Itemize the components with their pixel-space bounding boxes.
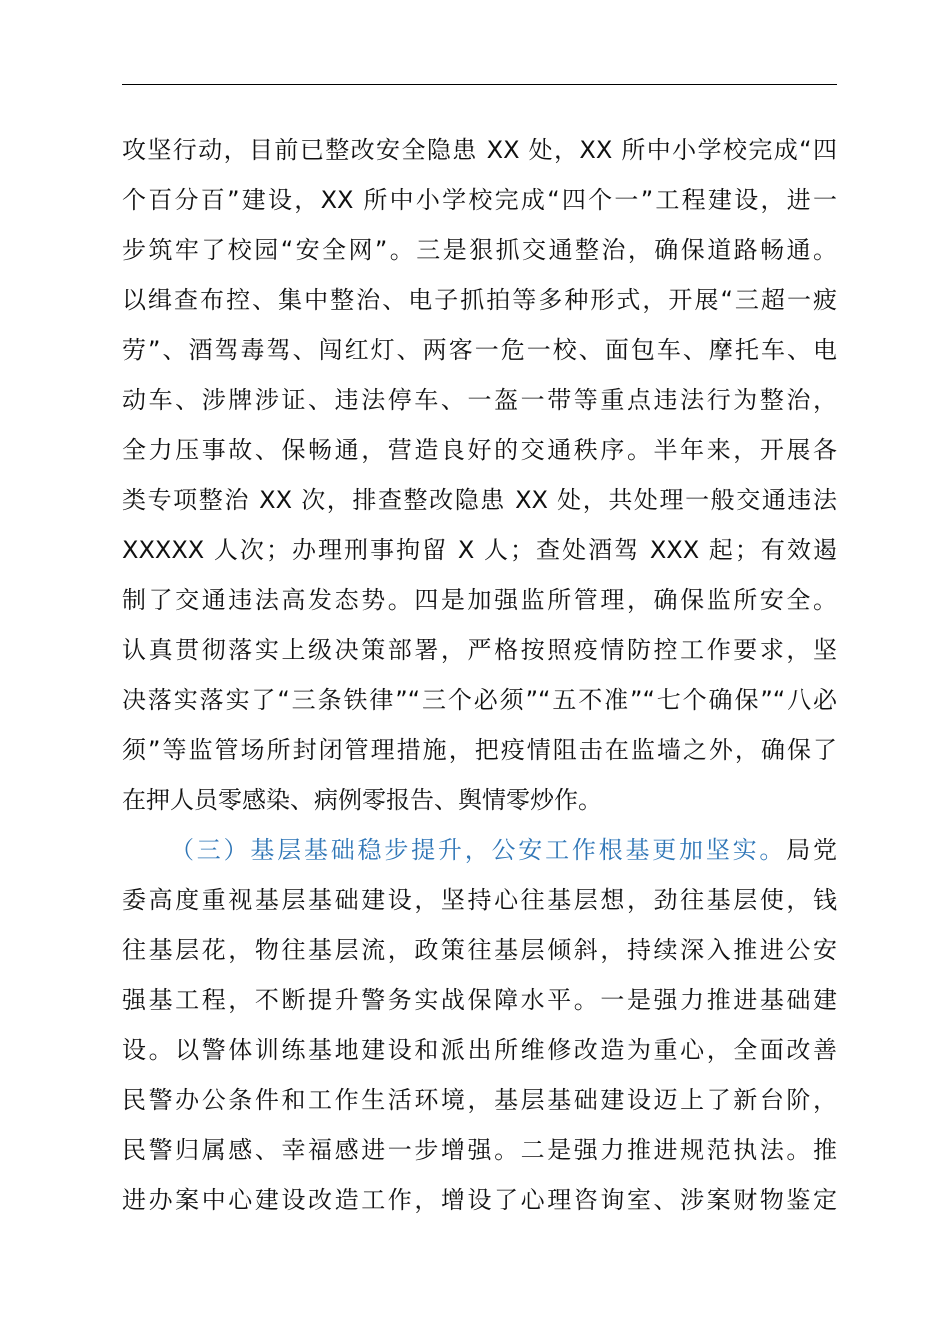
paragraph-1 <box>122 125 837 825</box>
text-line: 在押人员零感染、病例零报告、舆情零炒作。 <box>122 786 602 814</box>
text-line: 认真贯彻落实上级决策部署，严格按照疫情防控工作要求，坚 <box>122 636 837 664</box>
document-body <box>122 125 837 1225</box>
text-line: 类专项整治 XX 次，排查整改隐患 XX 处，共处理一般交通违法 <box>122 486 837 514</box>
text-line: 民警办公条件和工作生活环境，基层基础建设迈上了新台阶， <box>122 1086 837 1114</box>
text-line: 动车、涉牌涉证、违法停车、一盔一带等重点违法行为整治， <box>122 386 837 414</box>
text-line: 往基层花，物往基层流，政策往基层倾斜，持续深入推进公安 <box>122 936 837 964</box>
text-line: 须”等监管场所封闭管理措施，把疫情阻击在监墙之外，确保了 <box>122 736 837 764</box>
text-line: 步筑牢了校园“安全网”。三是狠抓交通整治，确保道路畅通。 <box>122 236 837 264</box>
header-rule <box>122 84 837 85</box>
text-line: 个百分百”建设，XX 所中小学校完成“四个一”工程建设，进一 <box>122 186 837 214</box>
text-line: 进办案中心建设改造工作，增设了心理咨询室、涉案财物鉴定 <box>122 1186 837 1214</box>
text-line: 劳”、酒驾毒驾、闯红灯、两客一危一校、面包车、摩托车、电 <box>122 336 837 364</box>
text-line: 设。以警体训练基地建设和派出所维修改造为重心，全面改善 <box>122 1036 837 1064</box>
heading-tail: 局党 <box>786 836 838 864</box>
text-line: 以缉查布控、集中整治、电子抓拍等多种形式，开展“三超一疲 <box>122 286 837 314</box>
text-line: 民警归属感、幸福感进一步增强。二是强力推进规范执法。推 <box>122 1136 837 1164</box>
section-heading-line <box>122 825 837 875</box>
text-line: 攻坚行动，目前已整改安全隐患 XX 处，XX 所中小学校完成“四 <box>122 136 837 164</box>
text-line: 委高度重视基层基础建设，坚持心往基层想，劲往基层使，钱 <box>122 886 837 914</box>
text-line: 强基工程，不断提升警务实战保障水平。一是强力推进基础建 <box>122 986 837 1014</box>
text-line: 全力压事故、保畅通，营造良好的交通秩序。半年来，开展各 <box>122 436 837 464</box>
text-line: 制了交通违法高发态势。四是加强监所管理，确保监所安全。 <box>122 586 837 614</box>
text-line: XXXXX 人次；办理刑事拘留 X 人；查处酒驾 XXX 起；有效遏 <box>122 536 837 564</box>
text-line: 决落实落实了“三条铁律”“三个必须”“五不准”“七个确保”“八必 <box>122 686 837 714</box>
section-heading: （三）基层基础稳步提升，公安工作根基更加坚实。 <box>170 836 787 864</box>
paragraph-2 <box>122 825 837 1225</box>
